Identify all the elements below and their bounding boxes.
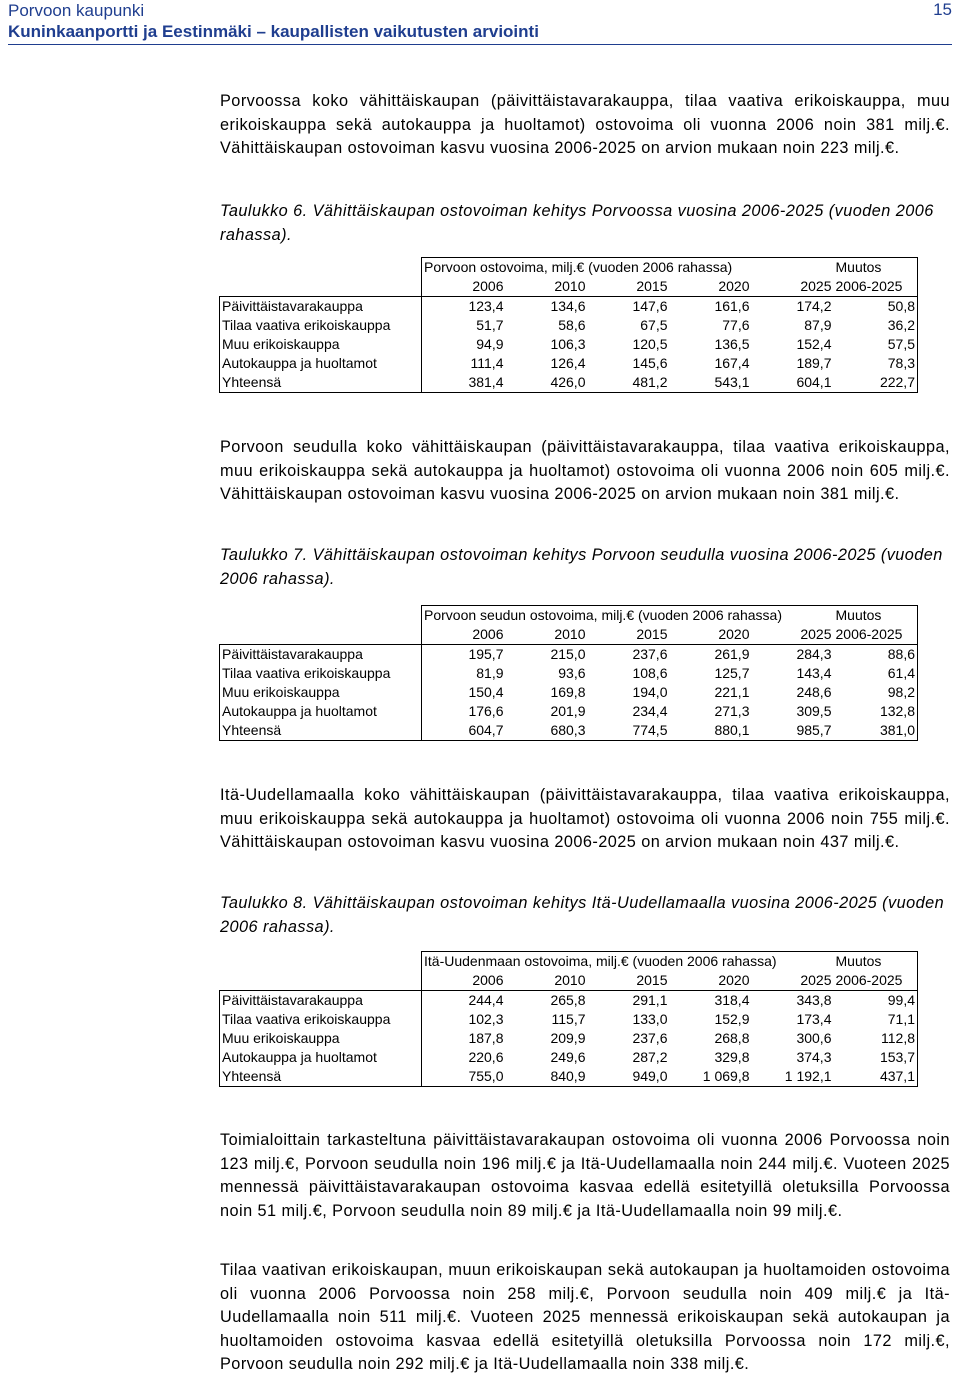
table-cell: 249,6 <box>550 1049 586 1065</box>
table-cell: 291,1 <box>632 992 668 1008</box>
table-cell: 840,9 <box>506 1067 588 1087</box>
table-cell: 268,8 <box>714 1030 750 1046</box>
year-header: 2006-2025 <box>834 277 918 297</box>
caption-table-8: Taulukko 8. Vähittäiskaupan ostovoiman kehitys Itä-Uudellamaalla vuosina 2006-2025 (vuoden 2006 rahassa). <box>220 894 945 936</box>
table-cell: 61,4 <box>834 664 918 683</box>
paragraph-porvoo: Porvoossa koko vähittäiskaupan (päivittäistavarakauppa, tilaa vaativa erikoiskauppa, muu erikoiskauppa sekä autokauppa ja huoltamot) ostovoima oli vuonna 2006 noin 381 milj.€. Vähittäiskaupan ostovoiman kasvu vuosina 2006-2025 on arvion mukaan noin 223 milj.€. <box>220 92 950 157</box>
table-row <box>220 354 918 373</box>
table-year-row <box>220 277 918 297</box>
table-row <box>220 297 918 317</box>
table-cell: 604,1 <box>752 373 834 393</box>
table-cell: 150,4 <box>468 684 504 700</box>
table-cell: 123,4 <box>468 298 504 314</box>
table-8 <box>219 951 918 1087</box>
table-cell: 985,7 <box>752 721 834 741</box>
table-cell: 222,7 <box>834 373 918 393</box>
table-row <box>220 991 918 1011</box>
table-cell: 604,7 <box>422 721 506 741</box>
table-title-row <box>220 606 918 626</box>
table-row <box>220 664 918 683</box>
row-label: Päivittäistavarakauppa <box>220 297 422 317</box>
table-cell: 115,7 <box>551 1011 586 1027</box>
table-cell: 309,5 <box>796 703 832 719</box>
year-header: 2020 <box>670 277 752 297</box>
caption-table-7: Taulukko 7. Vähittäiskaupan ostovoiman kehitys Porvoon seudulla vuosina 2006-2025 (vuoden 2006 rahassa). <box>220 546 943 588</box>
table-cell: 426,0 <box>506 373 588 393</box>
table-cell: 209,9 <box>550 1030 586 1046</box>
table-cell: 271,3 <box>714 703 750 719</box>
table-cell: 58,6 <box>558 317 586 333</box>
table-cell: 57,5 <box>834 335 918 354</box>
table-cell: 78,3 <box>834 354 918 373</box>
table-row <box>220 1048 918 1067</box>
table-cell: 147,6 <box>632 298 668 314</box>
row-label: Tilaa vaativa erikoiskauppa <box>220 1010 422 1029</box>
table-cell: 93,6 <box>558 665 586 681</box>
table-title: Porvoon ostovoima, milj.€ (vuoden 2006 rahassa) <box>422 258 834 278</box>
table-cell: 543,1 <box>670 373 752 393</box>
table-cell: 153,7 <box>834 1048 918 1067</box>
table-cell: 99,4 <box>834 991 918 1011</box>
table-cell: 126,4 <box>550 355 586 371</box>
table-cell: 143,4 <box>796 665 832 681</box>
page-number: 15 <box>933 0 952 19</box>
table-cell: 161,6 <box>714 298 750 314</box>
table-cell: 329,8 <box>714 1049 750 1065</box>
table-cell: 194,0 <box>632 684 668 700</box>
table-cell: 108,6 <box>632 665 668 681</box>
table-cell: 374,3 <box>796 1049 832 1065</box>
table-cell: 481,2 <box>588 373 670 393</box>
table-cell: 248,6 <box>796 684 832 700</box>
table-title-row <box>220 952 918 972</box>
year-header: 2015 <box>588 277 670 297</box>
table-cell: 1 069,8 <box>670 1067 752 1087</box>
empty-cell <box>220 952 422 972</box>
table-7 <box>219 605 918 741</box>
table-cell: 237,6 <box>632 1030 668 1046</box>
table-cell: 112,8 <box>834 1029 918 1048</box>
row-label: Muu erikoiskauppa <box>220 683 422 702</box>
table-cell: 50,8 <box>834 297 918 317</box>
table-cell: 300,6 <box>796 1030 832 1046</box>
document-title: Kuninkaanportti ja Eestinmäki – kaupallisten vaikutusten arviointi <box>8 22 539 41</box>
table-cell: 169,8 <box>550 684 586 700</box>
table-cell: 261,9 <box>714 646 750 662</box>
paragraph-porvoo-region: Porvoon seudulla koko vähittäiskaupan (päivittäistavarakauppa, tilaa vaativa erikoiskauppa, muu erikoiskauppa sekä autokauppa ja huoltamot) ostovoima oli vuonna 2006 noin 605 milj.€. Vähittäiskaupan ostovoiman kasvu vuosina 2006-2025 on arvion mukaan noin 381 milj.€. <box>220 438 950 503</box>
change-label: Muutos <box>834 952 918 972</box>
caption-table-6: Taulukko 6. Vähittäiskaupan ostovoiman kehitys Porvoossa vuosina 2006-2025 (vuoden 2006 rahassa). <box>220 202 934 244</box>
table-cell: 215,0 <box>550 646 586 662</box>
year-header: 2006 <box>422 277 506 297</box>
table-6 <box>219 257 918 393</box>
table-year-row <box>220 971 918 991</box>
row-label: Päivittäistavarakauppa <box>220 991 422 1011</box>
table-cell: 152,4 <box>796 336 832 352</box>
table-row <box>220 645 918 665</box>
table-row <box>220 721 918 741</box>
row-label: Päivittäistavarakauppa <box>220 645 422 665</box>
row-label: Autokauppa ja huoltamot <box>220 702 422 721</box>
paragraph-specialty: Tilaa vaativan erikoiskaupan, muun erikoiskaupan sekä autokaupan ja huoltamoiden ostovoima oli vuonna 2006 Porvoossa noin 258 milj.€, Porvoon seudulla noin 409 milj.€ ja Itä-Uudellamaalla noin 511 milj.€. Vuoteen 2025 mennessä erikoiskaupan sekä autokaupan ja huoltamoiden ostovoima kasvaa edellä esitetyillä oletuksilla Porvoossa noin 172 milj.€, Porvoon seudulla noin 292 milj.€ ja Itä-Uudellamaalla noin 338 milj.€. <box>220 1261 950 1373</box>
table-row <box>220 1029 918 1048</box>
empty-cell <box>220 625 422 645</box>
table-row <box>220 683 918 702</box>
table-cell: 284,3 <box>796 646 832 662</box>
table-cell: 318,4 <box>714 992 750 1008</box>
table-cell: 71,1 <box>834 1010 918 1029</box>
row-label: Muu erikoiskauppa <box>220 1029 422 1048</box>
row-label: Autokauppa ja huoltamot <box>220 354 422 373</box>
year-header: 2025 <box>752 625 834 645</box>
table-cell: 880,1 <box>670 721 752 741</box>
year-header: 2020 <box>670 971 752 991</box>
table-cell: 106,3 <box>550 336 586 352</box>
table-cell: 98,2 <box>834 683 918 702</box>
table-cell: 343,8 <box>796 992 832 1008</box>
year-header: 2020 <box>670 625 752 645</box>
table-cell: 87,9 <box>804 317 832 333</box>
table-cell: 949,0 <box>588 1067 670 1087</box>
year-header: 2025 <box>752 277 834 297</box>
change-label: Muutos <box>834 258 918 278</box>
table-cell: 287,2 <box>632 1049 668 1065</box>
table-cell: 437,1 <box>834 1067 918 1087</box>
table-cell: 774,5 <box>588 721 670 741</box>
row-label: Tilaa vaativa erikoiskauppa <box>220 664 422 683</box>
table-title-row <box>220 258 918 278</box>
change-label: Muutos <box>834 606 918 626</box>
year-header: 2015 <box>588 625 670 645</box>
table-cell: 221,1 <box>714 684 750 700</box>
paragraph-ita-uusimaa: Itä-Uudellamaalla koko vähittäiskaupan (päivittäistavarakauppa, tilaa vaativa erikoiskauppa, muu erikoiskauppa sekä autokauppa ja huoltamot) ostovoima oli vuonna 2006 noin 755 milj.€. Vähittäiskaupan ostovoiman kasvu vuosina 2006-2025 on arvion mukaan noin 437 milj.€. <box>220 786 950 851</box>
table-cell: 195,7 <box>468 646 504 662</box>
table-cell: 67,5 <box>640 317 668 333</box>
table-cell: 187,8 <box>468 1030 504 1046</box>
table-cell: 102,3 <box>468 1011 504 1027</box>
empty-cell <box>220 277 422 297</box>
table-row <box>220 373 918 393</box>
row-label: Yhteensä <box>220 373 422 393</box>
table-cell: 381,0 <box>834 721 918 741</box>
table-cell: 88,6 <box>834 645 918 665</box>
table-cell: 189,7 <box>796 355 832 371</box>
table-cell: 125,7 <box>714 665 750 681</box>
table-year-row <box>220 625 918 645</box>
row-label: Muu erikoiskauppa <box>220 335 422 354</box>
table-cell: 1 192,1 <box>752 1067 834 1087</box>
page-header <box>8 0 952 43</box>
table-cell: 167,4 <box>714 355 750 371</box>
table-cell: 234,4 <box>632 703 668 719</box>
table-row <box>220 1067 918 1087</box>
year-header: 2006 <box>422 625 506 645</box>
year-header: 2010 <box>506 277 588 297</box>
empty-cell <box>220 971 422 991</box>
table-cell: 51,7 <box>476 317 504 333</box>
table-cell: 152,9 <box>714 1011 750 1027</box>
header-rule <box>8 44 952 45</box>
table-cell: 120,5 <box>632 336 668 352</box>
table-cell: 244,4 <box>468 992 504 1008</box>
table-cell: 173,4 <box>796 1011 832 1027</box>
table-cell: 111,4 <box>470 355 504 371</box>
year-header: 2006-2025 <box>834 971 918 991</box>
year-header: 2006 <box>422 971 506 991</box>
table-cell: 136,5 <box>714 336 750 352</box>
table-cell: 36,2 <box>834 316 918 335</box>
year-header: 2006-2025 <box>834 625 918 645</box>
table-row <box>220 335 918 354</box>
table-cell: 132,8 <box>834 702 918 721</box>
table-cell: 680,3 <box>506 721 588 741</box>
table-row <box>220 702 918 721</box>
table-cell: 134,6 <box>550 298 586 314</box>
table-cell: 145,6 <box>632 355 668 371</box>
table-cell: 755,0 <box>422 1067 506 1087</box>
row-label: Tilaa vaativa erikoiskauppa <box>220 316 422 335</box>
table-cell: 237,6 <box>632 646 668 662</box>
empty-cell <box>220 606 422 626</box>
table-row <box>220 1010 918 1029</box>
table-cell: 94,9 <box>476 336 504 352</box>
table-cell: 220,6 <box>468 1049 504 1065</box>
table-cell: 174,2 <box>796 298 832 314</box>
table-title: Porvoon seudun ostovoima, milj.€ (vuoden 2006 rahassa) <box>422 606 834 626</box>
year-header: 2010 <box>506 971 588 991</box>
year-header: 2015 <box>588 971 670 991</box>
table-title: Itä-Uudenmaan ostovoima, milj.€ (vuoden 2006 rahassa) <box>422 952 834 972</box>
table-cell: 81,9 <box>476 665 504 681</box>
year-header: 2010 <box>506 625 588 645</box>
table-row <box>220 316 918 335</box>
org-name: Porvoon kaupunki <box>8 1 145 20</box>
table-cell: 176,6 <box>468 703 504 719</box>
empty-cell <box>220 258 422 278</box>
row-label: Yhteensä <box>220 721 422 741</box>
table-cell: 381,4 <box>422 373 506 393</box>
table-cell: 77,6 <box>722 317 750 333</box>
table-cell: 133,0 <box>632 1011 668 1027</box>
row-label: Yhteensä <box>220 1067 422 1087</box>
paragraph-grocery: Toimialoittain tarkasteltuna päivittäistavarakaupan ostovoima oli vuonna 2006 Porvoossa noin 123 milj.€, Porvoon seudulla noin 196 milj.€ ja Itä-Uudellamaalla noin 244 milj.€. Vuoteen 2025 mennessä päivittäistavarakaupan ostovoima kasvaa edellä esitetyillä oletuksilla Porvoossa noin 51 milj.€, Porvoon seudulla noin 89 milj.€ ja Itä-Uudellamaalla noin 99 milj.€. <box>220 1131 950 1220</box>
table-cell: 201,9 <box>550 703 586 719</box>
row-label: Autokauppa ja huoltamot <box>220 1048 422 1067</box>
table-cell: 265,8 <box>550 992 586 1008</box>
year-header: 2025 <box>752 971 834 991</box>
